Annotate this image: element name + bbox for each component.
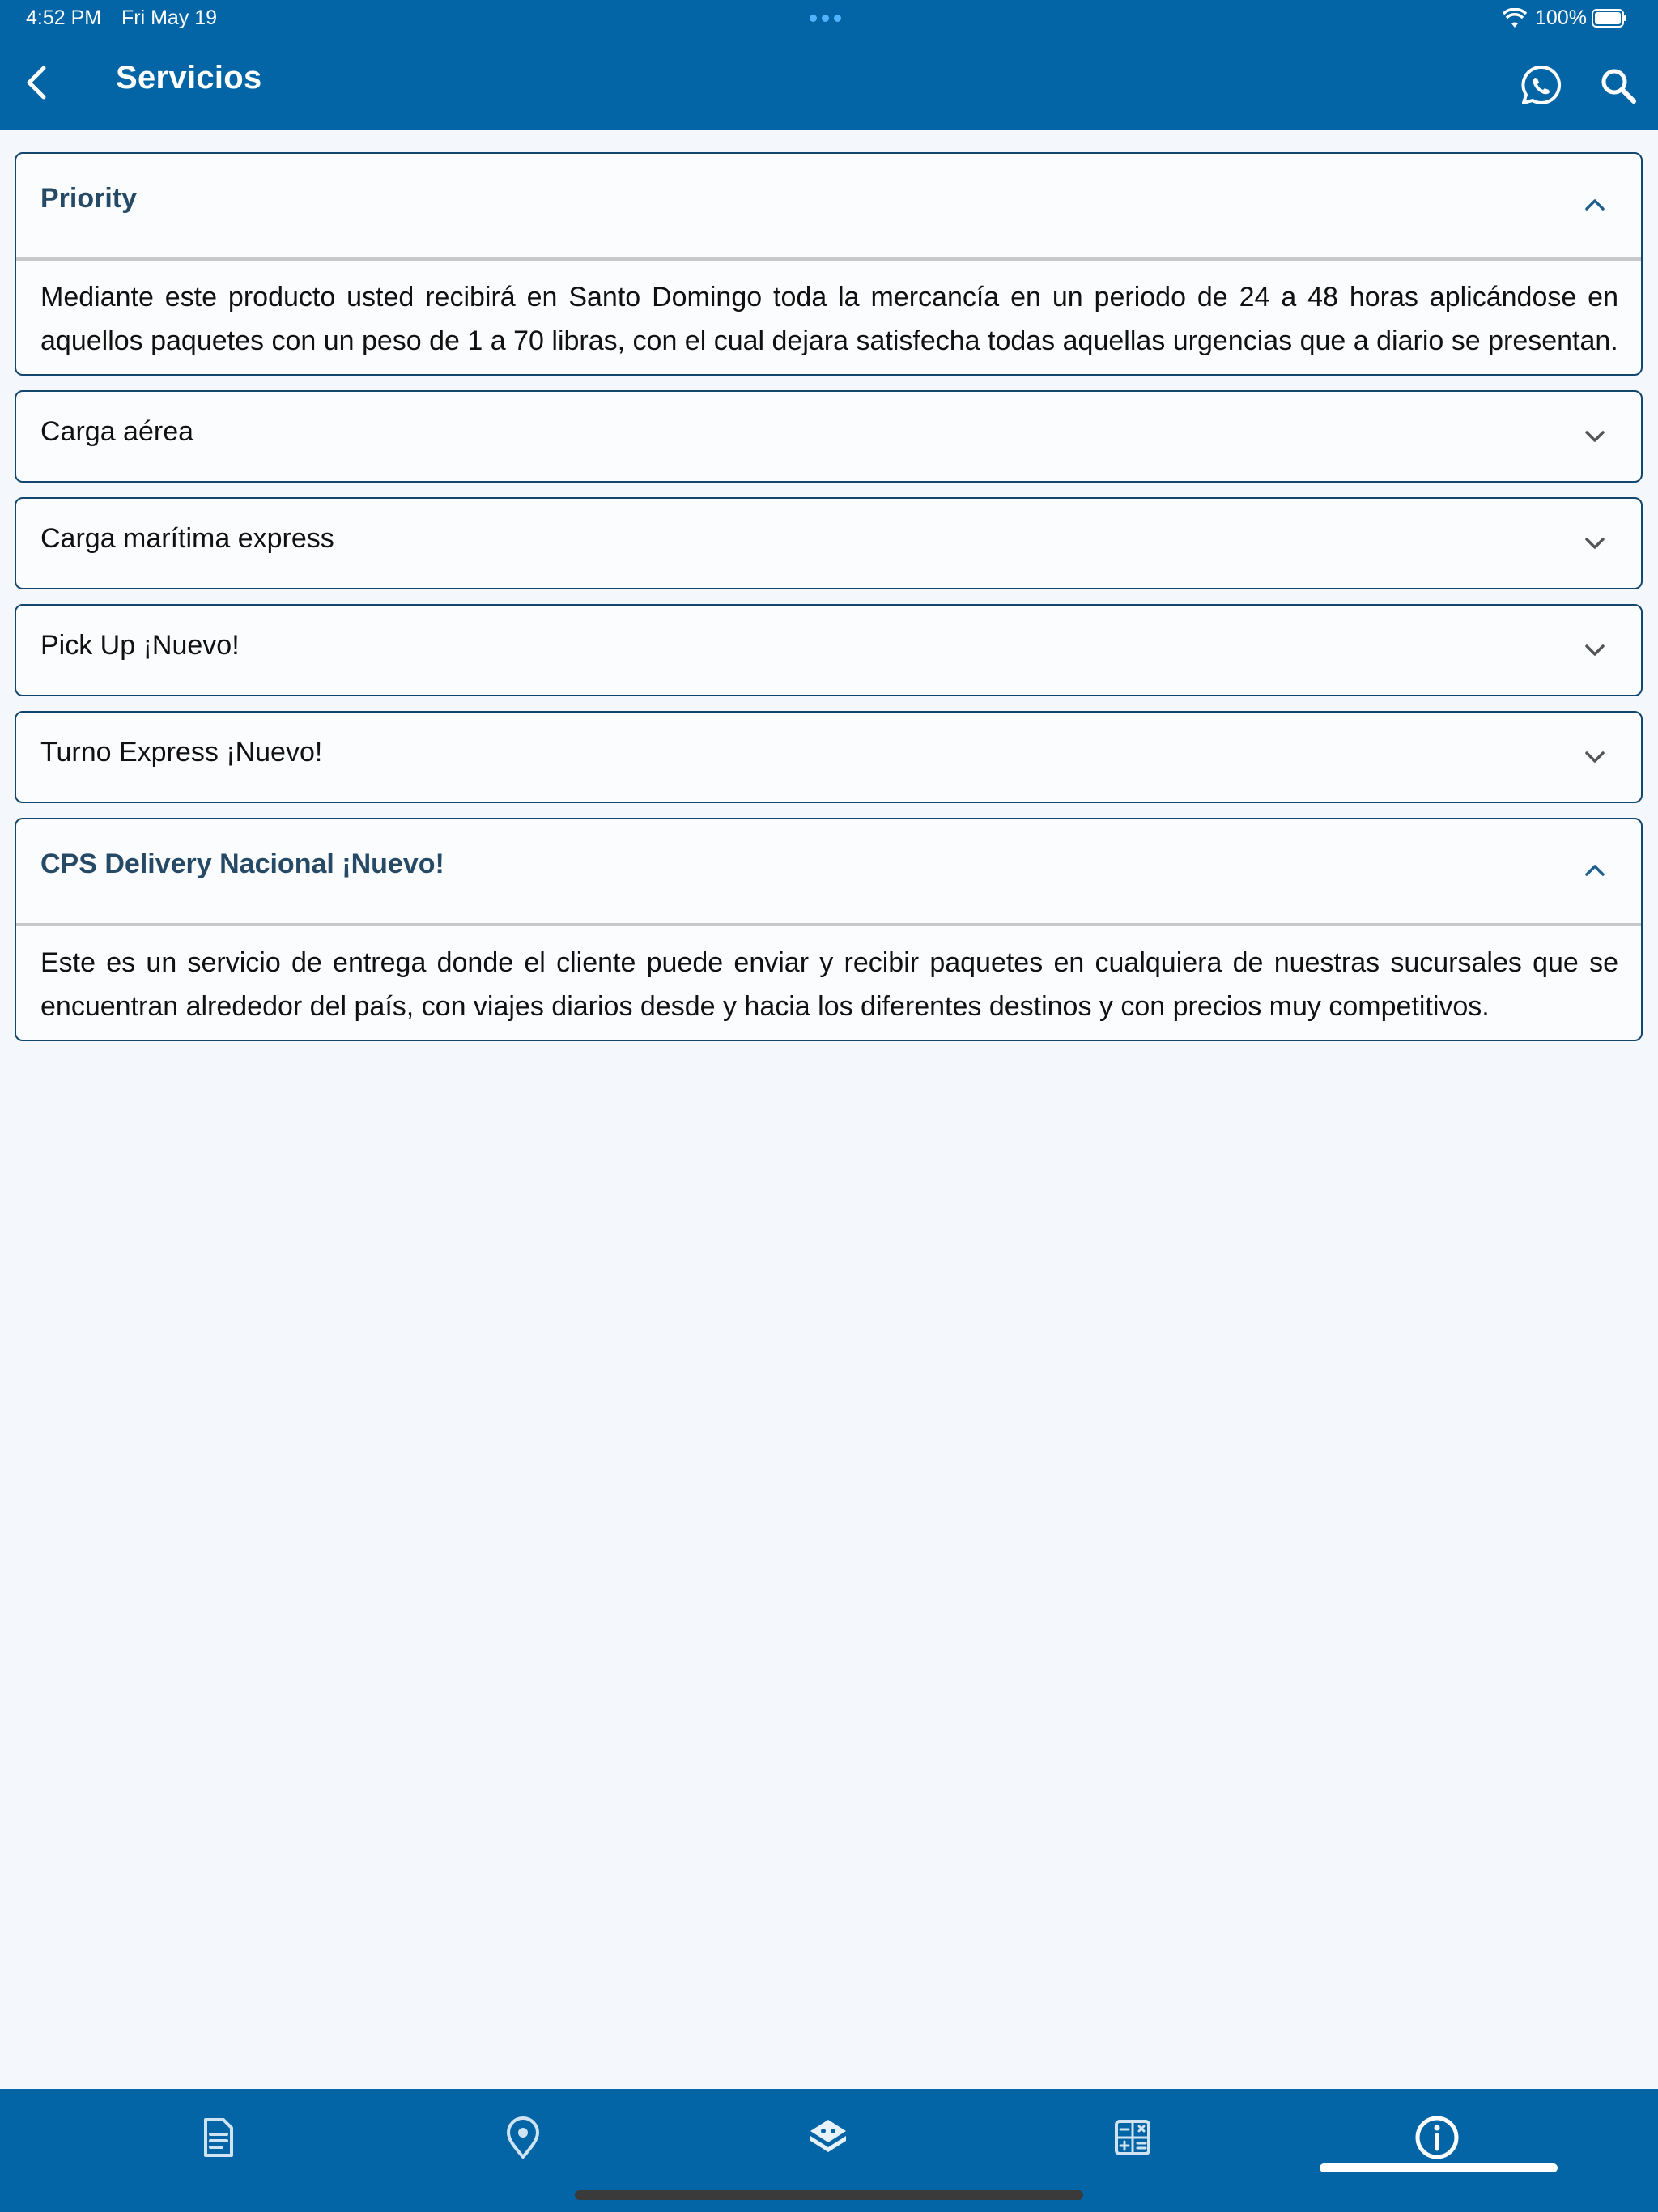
service-title: Pick Up ¡Nuevo! (40, 630, 240, 661)
status-time: 4:52 PM (26, 6, 102, 29)
service-header-turno-express[interactable] (16, 713, 1641, 802)
chevron-down-icon (1581, 423, 1609, 450)
active-tab-indicator (1320, 2163, 1558, 2172)
chevron-up-icon (1581, 191, 1609, 219)
info-icon[interactable] (1413, 2113, 1461, 2162)
chevron-down-icon (1581, 636, 1609, 664)
service-description: Mediante este producto usted recibirá en Santo Domingo toda la mercancía en un periodo de 24 a 48 horas aplicándose en aquellos paquetes con un peso de 1 a 70 libras, con el cual dejara satisfecha todas aquellas urgencias que a diario se presentan. (40, 282, 1618, 356)
package-icon[interactable] (804, 2113, 852, 2162)
service-header-carga-aerea[interactable] (16, 392, 1641, 481)
page-title: Servicios (116, 60, 262, 96)
battery-icon (1592, 9, 1627, 28)
battery-percent: 100% (1535, 6, 1587, 29)
service-title: Carga aérea (40, 416, 194, 447)
chevron-down-icon (1581, 743, 1609, 771)
service-panel-turno-express (15, 711, 1643, 803)
service-title: CPS Delivery Nacional ¡Nuevo! (40, 849, 444, 879)
top-app-bar (0, 0, 1658, 130)
service-title: Priority (40, 183, 138, 214)
service-panel-cps-delivery (15, 818, 1643, 1041)
service-title: Turno Express ¡Nuevo! (40, 737, 323, 768)
home-indicator[interactable] (575, 2190, 1083, 2200)
back-icon[interactable] (18, 62, 55, 104)
status-date: Fri May 19 (121, 6, 218, 29)
wifi-icon (1503, 8, 1527, 29)
service-title: Carga marítima express (40, 523, 334, 554)
service-header-pick-up[interactable] (16, 606, 1641, 695)
location-pin-icon[interactable] (499, 2113, 547, 2162)
status-bar (0, 0, 1658, 39)
document-icon[interactable] (194, 2113, 243, 2162)
chevron-down-icon (1581, 530, 1609, 557)
whatsapp-icon[interactable] (1519, 63, 1564, 108)
service-header-cps-delivery[interactable] (16, 819, 1641, 926)
multitasking-dots-icon[interactable] (810, 15, 848, 23)
search-icon[interactable] (1597, 65, 1639, 107)
service-header-carga-maritima[interactable] (16, 499, 1641, 588)
service-description: Este es un servicio de entrega donde el cliente puede enviar y recibir paquetes en cualquiera de nuestras sucursales que se encuentran alrededor del país, con viajes diarios desde y hacia los diferentes destinos y con precios muy competitivos. (40, 947, 1618, 1022)
chevron-up-icon (1581, 857, 1609, 884)
calculator-icon[interactable] (1108, 2113, 1157, 2162)
service-panel-pick-up (15, 604, 1643, 696)
services-accordion (15, 152, 1643, 1056)
service-panel-carga-aerea (15, 390, 1643, 483)
service-header-priority[interactable] (16, 154, 1641, 261)
service-panel-priority (15, 152, 1643, 376)
service-panel-carga-maritima (15, 497, 1643, 589)
